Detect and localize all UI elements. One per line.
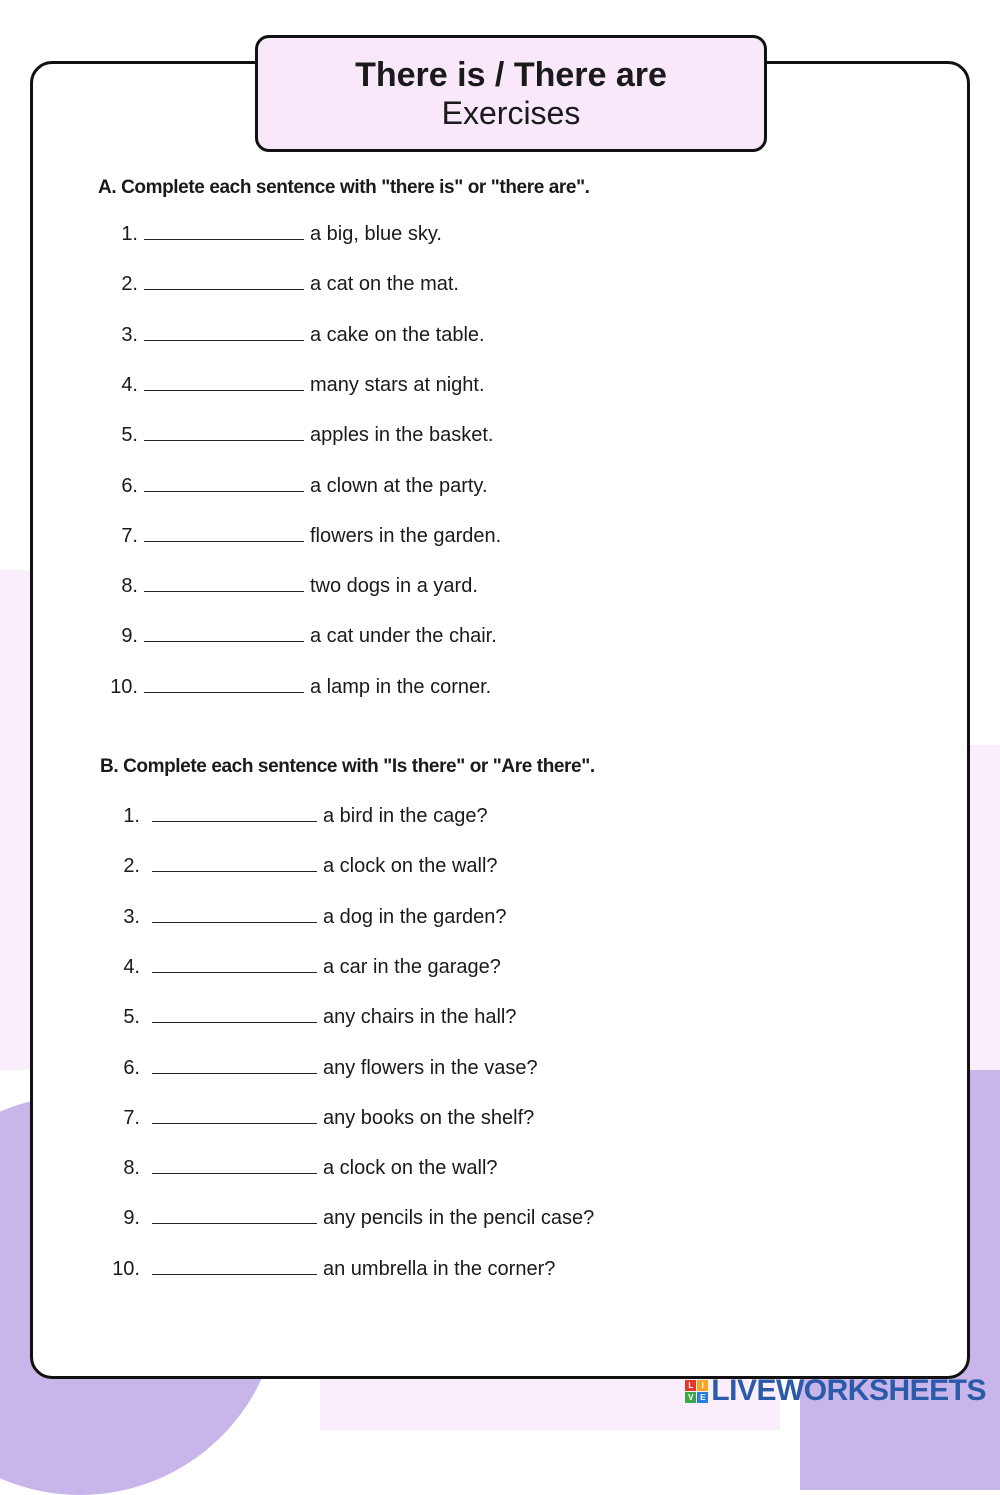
item-text: any chairs in the hall?	[323, 1006, 517, 1029]
exercise-item	[100, 221, 442, 246]
answer-blank[interactable]	[152, 954, 317, 973]
item-text: any pencils in the pencil case?	[323, 1207, 595, 1230]
logo-letter-tile: I	[697, 1380, 708, 1391]
item-number: 4.	[123, 955, 140, 978]
exercise-item	[100, 1105, 534, 1130]
section-b-heading: B. Complete each sentence with "Is there" or "Are there".	[100, 756, 595, 777]
logo-letter-tile: V	[685, 1392, 696, 1403]
item-text: a big, blue sky.	[310, 223, 442, 245]
item-text: many stars at night.	[310, 373, 485, 396]
answer-blank[interactable]	[152, 803, 317, 822]
answer-blank[interactable]	[152, 853, 317, 872]
item-text: an umbrella in the corner?	[323, 1257, 556, 1280]
answer-blank[interactable]	[144, 271, 304, 290]
item-text: a clock on the wall?	[323, 1157, 498, 1180]
logo-icon	[685, 1380, 708, 1403]
item-number: 7.	[123, 1106, 140, 1129]
logo-letter-tile: E	[697, 1392, 708, 1403]
exercise-item	[100, 271, 459, 296]
answer-blank[interactable]	[152, 1155, 317, 1174]
exercise-item	[100, 473, 488, 498]
worksheet-frame	[30, 61, 970, 1379]
answer-blank[interactable]	[144, 573, 304, 592]
item-number: 4.	[121, 373, 138, 396]
answer-blank[interactable]	[144, 221, 304, 240]
exercise-item	[100, 523, 501, 548]
logo-text: LIVEWORKSHEETS	[711, 1374, 986, 1407]
answer-blank[interactable]	[152, 1004, 317, 1023]
answer-blank[interactable]	[152, 904, 317, 923]
item-text: a dog in the garden?	[323, 905, 507, 928]
answer-blank[interactable]	[144, 322, 304, 341]
item-text: a cake on the table.	[310, 323, 485, 346]
item-number: 9.	[121, 625, 138, 648]
page-title: There is / There are	[355, 56, 667, 94]
exercise-item	[100, 422, 493, 447]
item-number: 10.	[110, 675, 138, 698]
answer-blank[interactable]	[144, 623, 304, 642]
item-number: 5.	[123, 1006, 140, 1029]
exercise-item	[100, 573, 478, 598]
item-number: 6.	[123, 1056, 140, 1079]
item-text: a lamp in the corner.	[310, 675, 492, 698]
item-number: 2.	[123, 855, 140, 878]
item-text: a clown at the party.	[310, 474, 488, 497]
item-text: any flowers in the vase?	[323, 1056, 538, 1079]
item-text: a cat on the mat.	[310, 273, 459, 296]
item-text: any books on the shelf?	[323, 1106, 535, 1129]
exercise-item	[100, 623, 497, 648]
exercise-item	[100, 803, 488, 828]
exercise-item	[100, 954, 501, 979]
page-subtitle: Exercises	[441, 95, 581, 131]
item-number: 8.	[123, 1157, 140, 1180]
answer-blank[interactable]	[144, 523, 304, 542]
exercise-item	[100, 1004, 516, 1029]
item-number: 8.	[121, 575, 138, 598]
answer-blank[interactable]	[152, 1055, 317, 1074]
exercise-item	[100, 1155, 498, 1180]
item-text: a bird in the cage?	[323, 805, 488, 827]
item-number: 10.	[112, 1257, 140, 1280]
item-number: 3.	[123, 905, 140, 928]
answer-blank[interactable]	[144, 372, 304, 391]
exercise-item	[100, 904, 507, 929]
exercise-item	[100, 853, 498, 878]
liveworksheets-logo	[685, 1374, 986, 1408]
answer-blank[interactable]	[144, 674, 304, 693]
answer-blank[interactable]	[152, 1105, 317, 1124]
exercise-item	[100, 372, 485, 397]
logo-letter-tile: L	[685, 1380, 696, 1391]
item-number: 1.	[121, 223, 138, 245]
item-number: 7.	[121, 524, 138, 547]
item-number: 5.	[121, 424, 138, 447]
answer-blank[interactable]	[152, 1205, 317, 1224]
exercise-item	[100, 674, 491, 699]
title-box	[255, 35, 767, 152]
exercise-item	[100, 1205, 594, 1230]
exercise-item	[100, 1055, 538, 1080]
item-number: 6.	[121, 474, 138, 497]
item-text: apples in the basket.	[310, 424, 494, 447]
item-number: 9.	[123, 1207, 140, 1230]
exercise-item	[100, 322, 485, 347]
item-text: a cat under the chair.	[310, 625, 497, 648]
exercise-item	[100, 1256, 555, 1281]
item-number: 2.	[121, 273, 138, 296]
item-text: a car in the garage?	[323, 955, 501, 978]
item-text: a clock on the wall?	[323, 855, 498, 878]
answer-blank[interactable]	[144, 473, 304, 492]
answer-blank[interactable]	[144, 422, 304, 441]
item-number: 3.	[121, 323, 138, 346]
item-text: flowers in the garden.	[310, 524, 502, 547]
item-text: two dogs in a yard.	[310, 575, 478, 598]
answer-blank[interactable]	[152, 1256, 317, 1275]
item-number: 1.	[123, 805, 140, 827]
section-a-heading: A. Complete each sentence with "there is" or "there are".	[98, 177, 590, 198]
